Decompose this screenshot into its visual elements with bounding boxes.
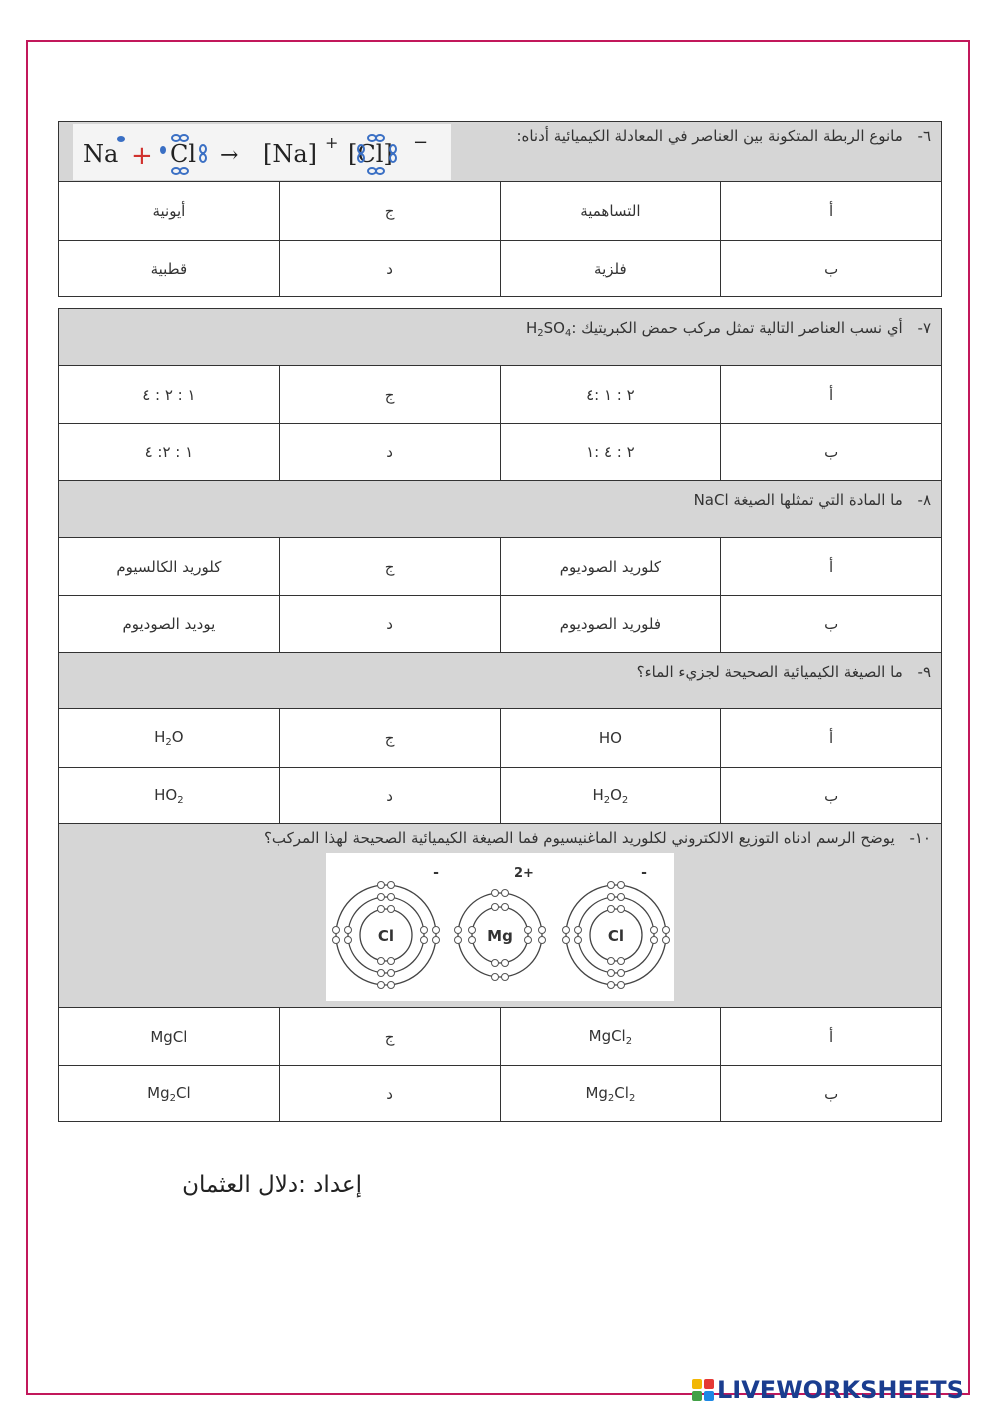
option-d[interactable]: ١ : ٢: ٤	[59, 424, 280, 481]
option-d-label: د	[279, 768, 500, 825]
option-c-label: ج	[279, 182, 500, 241]
mg-label: Mg	[487, 927, 513, 945]
question-8-prompt	[59, 481, 942, 538]
option-d-label: د	[279, 241, 500, 297]
question-text: ما الصيغة الكيميائية الصحيحة لجزيء الماء؟	[636, 663, 903, 681]
question-number: ٩-	[917, 663, 931, 681]
option-c[interactable]: أيونية	[59, 182, 280, 241]
option-b[interactable]: $H_2O_2$	[500, 768, 721, 825]
option-d-label: د	[279, 1066, 500, 1122]
option-a[interactable]: MgCl$_2$	[500, 1008, 721, 1066]
option-b-label: ب	[721, 596, 942, 653]
ionic-bond-equation	[73, 124, 451, 180]
question-number: ٧-	[917, 319, 931, 337]
option-b-label: ب	[721, 1066, 942, 1122]
option-d-label: د	[279, 596, 500, 653]
question-9-table	[58, 652, 942, 825]
option-c-label: ج	[279, 709, 500, 768]
option-a-label: أ	[721, 538, 942, 596]
option-a-label: أ	[721, 366, 942, 424]
option-d[interactable]: قطبية	[59, 241, 280, 297]
option-c[interactable]: MgCl	[59, 1008, 280, 1066]
option-c-label: ج	[279, 1008, 500, 1066]
option-a-label: أ	[721, 709, 942, 768]
option-d[interactable]: $HO_2$	[59, 768, 280, 825]
right-cl-charge: -	[641, 865, 647, 881]
question-10-table	[58, 823, 942, 1122]
question-text: يوضح الرسم ادناه التوزيع الالكتروني لكلوريد الماغنيسيوم فما الصيغة الكيميائية الصحيحة لهذا المركب؟	[263, 829, 895, 847]
mgcl2-electron-diagram	[326, 853, 674, 1001]
equation-na: Na	[83, 140, 119, 168]
liveworksheets-text: LIVEWORKSHEETS	[717, 1376, 964, 1404]
option-a[interactable]: التساهمية	[500, 182, 721, 241]
option-a[interactable]: ٢ : ١ :٤	[500, 366, 721, 424]
option-a-label: أ	[721, 182, 942, 241]
option-c[interactable]: $H_2O$	[59, 709, 280, 768]
option-c[interactable]: كلوريد الكالسيوم	[59, 538, 280, 596]
option-d-label: د	[279, 424, 500, 481]
option-b[interactable]: ٢ : ٤ :١	[500, 424, 721, 481]
formula-h2so4: $H_2SO_4$:	[525, 319, 577, 339]
option-b[interactable]: فلوريد الصوديوم	[500, 596, 721, 653]
question-number: ١٠-	[909, 829, 931, 847]
question-10-prompt	[59, 824, 942, 1008]
option-b[interactable]: فلزية	[500, 241, 721, 297]
right-cl-label: Cl	[607, 927, 625, 945]
option-d[interactable]: $Mg_2Cl$	[59, 1066, 280, 1122]
liveworksheets-logo-icon	[692, 1379, 714, 1401]
option-a-label: أ	[721, 1008, 942, 1066]
option-b-label: ب	[721, 768, 942, 825]
question-text: أي نسب العناصر التالية تمثل مركب حمض الكبريتيك	[581, 319, 903, 337]
question-number: ٨-	[917, 491, 931, 509]
question-number: ٦-	[917, 127, 931, 145]
equation-na-charge: +	[325, 133, 339, 152]
question-7-table	[58, 308, 942, 481]
equation-cl-ion: [Cl]	[348, 140, 393, 168]
option-c[interactable]: ١ : ٢ : ٤	[59, 366, 280, 424]
option-a[interactable]: كلوريد الصوديوم	[500, 538, 721, 596]
question-6-table	[58, 121, 942, 297]
question-7-prompt	[59, 309, 942, 366]
equation-graphic	[73, 124, 451, 180]
equation-arrow: →	[220, 143, 239, 168]
option-b-label: ب	[721, 241, 942, 297]
option-b-label: ب	[721, 424, 942, 481]
question-text: مانوع الربطة المتكونة بين العناصر في المعادلة الكيميائية أدناه:	[516, 127, 903, 145]
left-cl-charge: -	[433, 865, 439, 881]
option-b[interactable]: $Mg_2Cl_2$	[500, 1066, 721, 1122]
author-credit: إعداد :دلال العثمان	[182, 1172, 362, 1198]
mg-charge: 2+	[514, 866, 534, 881]
question-text: ما المادة التي تمثلها الصيغة NaCl	[693, 491, 903, 509]
option-a[interactable]: HO	[500, 709, 721, 768]
option-c-label: ج	[279, 538, 500, 596]
liveworksheets-watermark	[692, 1376, 964, 1404]
electron-shell-diagram	[326, 853, 674, 1001]
equation-cl: Cl	[170, 140, 197, 168]
equation-cl-charge: −	[413, 132, 429, 153]
equation-plus: +	[131, 141, 153, 171]
question-9-prompt	[59, 653, 942, 709]
question-8-table	[58, 480, 942, 653]
option-c-label: ج	[279, 366, 500, 424]
option-d[interactable]: يوديد الصوديوم	[59, 596, 280, 653]
left-cl-label: Cl	[377, 927, 395, 945]
equation-na-ion: [Na]	[263, 140, 318, 168]
question-6-prompt	[59, 122, 942, 182]
